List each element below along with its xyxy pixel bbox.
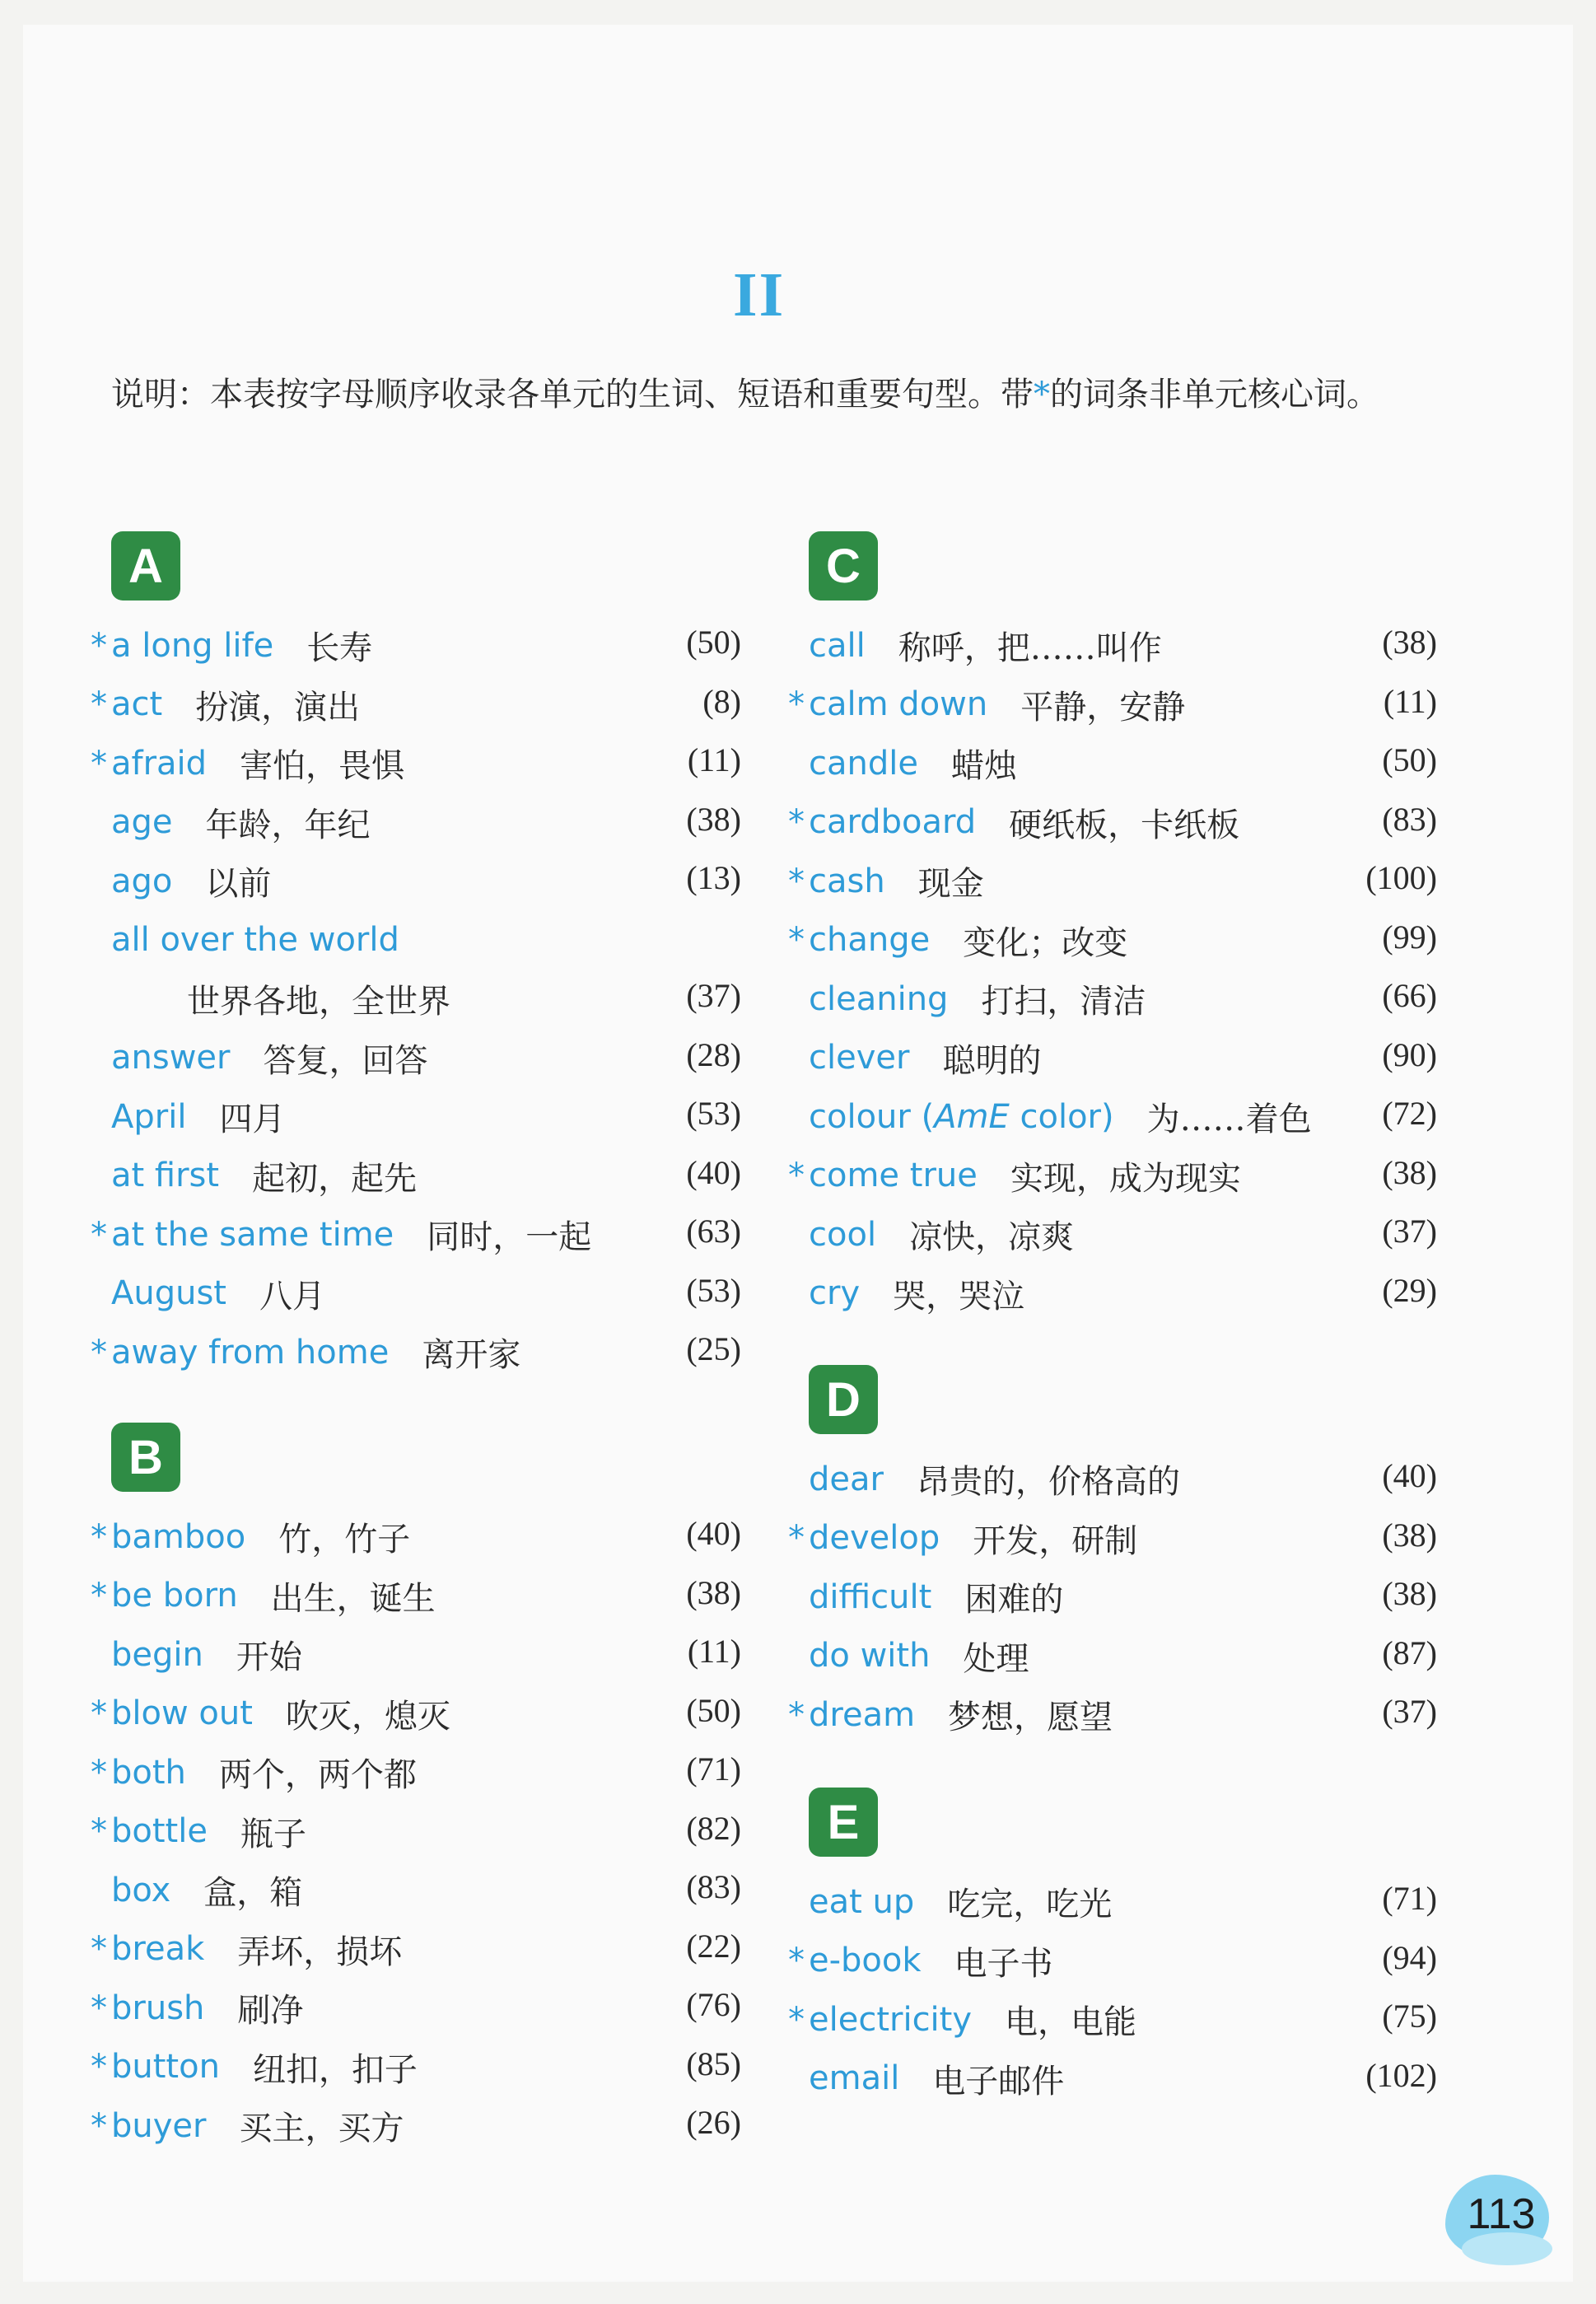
entry-english bbox=[809, 1274, 860, 1312]
core-word-mark: * bbox=[786, 1157, 807, 1194]
entry-english-text: e-book bbox=[809, 1942, 922, 1979]
entry-english-text: calm down bbox=[809, 685, 988, 723]
entry-english bbox=[809, 2059, 899, 2097]
entry-english-text: come true bbox=[809, 1157, 978, 1194]
glossary-entry bbox=[809, 616, 1162, 675]
glossary-entry bbox=[809, 1932, 1053, 1990]
entry-chinese: 离开家 bbox=[422, 1336, 521, 1374]
entry-page-ref: (90) bbox=[1382, 1035, 1437, 1073]
entry-chinese: 盒，箱 bbox=[203, 1874, 303, 1912]
section-letter-d: D bbox=[809, 1365, 878, 1434]
core-word-mark: * bbox=[89, 2048, 110, 2086]
entry-page-ref: (75) bbox=[1382, 1998, 1437, 2035]
entry-english bbox=[809, 1216, 876, 1254]
entry-page-ref: (71) bbox=[1382, 1880, 1437, 1917]
entry-english-text: act bbox=[111, 685, 163, 723]
core-word-mark: * bbox=[89, 2106, 110, 2145]
core-word-mark: * bbox=[786, 862, 807, 900]
entry-english-italic: AmE bbox=[934, 1097, 1010, 1136]
entry-english bbox=[111, 1930, 204, 1968]
entry-chinese: 同时，一起 bbox=[427, 1218, 592, 1256]
entry-english-text: email bbox=[809, 2059, 900, 2097]
entry-page-ref: (8) bbox=[702, 682, 741, 720]
entry-chinese: 电子邮件 bbox=[932, 2062, 1065, 2101]
glossary-entry bbox=[809, 1450, 1180, 1508]
entry-english bbox=[111, 627, 273, 665]
entry-english-text: bamboo bbox=[111, 1517, 246, 1556]
glossary-entry bbox=[809, 911, 1127, 970]
glossary-entry bbox=[809, 1029, 1041, 1087]
entry-english bbox=[809, 1883, 914, 1921]
entry-english-text: afraid bbox=[111, 744, 208, 783]
entry-english bbox=[111, 745, 207, 783]
glossary-entry bbox=[111, 616, 372, 675]
glossary-entry bbox=[111, 1323, 520, 1381]
section-letter-c: C bbox=[809, 531, 878, 601]
glossary-entry bbox=[809, 1627, 1029, 1685]
entry-page-ref: (37) bbox=[1382, 1213, 1437, 1250]
entry-chinese: 变化；改变 bbox=[963, 923, 1128, 962]
entry-english bbox=[809, 2001, 972, 2039]
note-text-2: 的词条非单元核心词。 bbox=[1050, 376, 1379, 414]
glossary-entry bbox=[111, 1920, 402, 1979]
glossary-entry bbox=[111, 1743, 417, 1802]
entry-page-ref: (102) bbox=[1365, 2056, 1437, 2094]
entry-english-text: do with bbox=[809, 1637, 931, 1675]
core-word-mark: * bbox=[89, 744, 110, 783]
entry-english-text: cardboard bbox=[809, 803, 977, 841]
entry-english-text: break bbox=[111, 1930, 205, 1968]
glossary-entry bbox=[809, 2049, 1064, 2108]
glossary-entry bbox=[111, 1147, 417, 1205]
glossary-entry bbox=[809, 1568, 1063, 1626]
entry-page-ref: (40) bbox=[686, 1153, 741, 1191]
entry-english bbox=[111, 1098, 186, 1136]
glossary-entry bbox=[111, 1507, 410, 1566]
glossary-entry bbox=[809, 675, 1185, 734]
entry-chinese: 以前 bbox=[205, 865, 272, 903]
glossary-entry bbox=[111, 1685, 450, 1743]
entry-english-text: at first bbox=[111, 1157, 220, 1194]
entry-page-ref: (76) bbox=[686, 1986, 741, 2023]
entry-english-text: clever bbox=[809, 1039, 910, 1077]
entry-english-text: August bbox=[111, 1274, 226, 1312]
entry-chinese: 为……着色 bbox=[1146, 1101, 1312, 1138]
entry-english bbox=[111, 1274, 226, 1312]
entry-english-text: change bbox=[809, 921, 931, 959]
entry-english bbox=[809, 1942, 922, 1979]
entry-chinese: 刷净 bbox=[237, 1992, 304, 2030]
entry-english-text: ago bbox=[111, 862, 173, 900]
section-letter-b: B bbox=[111, 1423, 180, 1492]
glossary-entry bbox=[111, 1802, 306, 1861]
entry-english bbox=[809, 1578, 931, 1616]
entry-english-text: brush bbox=[111, 1989, 205, 2027]
core-word-mark: * bbox=[89, 1930, 110, 1968]
entry-english-text: both bbox=[111, 1753, 186, 1792]
entry-page-ref: (100) bbox=[1365, 859, 1437, 896]
entry-english bbox=[111, 1694, 253, 1732]
entry-english bbox=[111, 2107, 206, 2145]
entry-page-ref: (38) bbox=[686, 800, 741, 838]
entry-english-text: away from home bbox=[111, 1333, 390, 1372]
entry-english-text: buyer bbox=[111, 2106, 207, 2145]
entry-english bbox=[111, 1872, 170, 1909]
entry-english bbox=[111, 1216, 394, 1254]
entry-chinese: 出生，诞生 bbox=[270, 1579, 436, 1618]
glossary-entry bbox=[111, 734, 404, 792]
glossary-entry bbox=[809, 1205, 1074, 1264]
entry-english bbox=[111, 1754, 186, 1792]
entry-page-ref: (66) bbox=[1382, 977, 1437, 1014]
core-word-mark: * bbox=[89, 685, 110, 723]
glossary-entry bbox=[809, 1685, 1113, 1744]
entry-english-text: cleaning bbox=[809, 979, 949, 1018]
entry-english-text: be born bbox=[111, 1577, 238, 1615]
core-word-mark: * bbox=[89, 1577, 110, 1615]
entry-english bbox=[111, 1039, 230, 1077]
entry-english bbox=[111, 1157, 219, 1194]
entry-english bbox=[809, 803, 976, 841]
entry-english-text: at the same time bbox=[111, 1215, 394, 1254]
entry-page-ref: (29) bbox=[1382, 1271, 1437, 1309]
core-word-mark: * bbox=[89, 1694, 110, 1732]
entry-chinese: 世界各地，全世界 bbox=[187, 983, 450, 1021]
glossary-entry bbox=[111, 793, 371, 852]
glossary-entry bbox=[809, 1264, 1024, 1323]
entry-page-ref: (22) bbox=[686, 1927, 741, 1965]
entry-english bbox=[809, 627, 866, 665]
entry-chinese: 梦想，愿望 bbox=[948, 1699, 1113, 1736]
entry-english-text: electricity bbox=[809, 2000, 973, 2039]
entry-chinese: 称呼，把……叫作 bbox=[898, 629, 1162, 667]
entry-english bbox=[809, 1637, 930, 1675]
entry-english-text: dream bbox=[809, 1695, 916, 1734]
entry-page-ref: (38) bbox=[1382, 1153, 1437, 1191]
entry-english bbox=[111, 1518, 245, 1556]
entry-chinese: 吹灭，熄灭 bbox=[285, 1697, 450, 1736]
entry-chinese: 答复，回答 bbox=[263, 1041, 428, 1080]
entry-chinese: 害怕，畏惧 bbox=[240, 747, 405, 785]
entry-chinese: 凉快，凉爽 bbox=[909, 1218, 1075, 1256]
entry-page-ref: (63) bbox=[686, 1213, 741, 1250]
entry-page-ref: (71) bbox=[686, 1750, 741, 1788]
core-word-mark: * bbox=[89, 1333, 110, 1372]
entry-english bbox=[111, 1636, 203, 1674]
entry-english bbox=[809, 1519, 940, 1557]
entry-page-ref: (72) bbox=[1382, 1095, 1437, 1132]
entry-english-text: bottle bbox=[111, 1812, 208, 1850]
entry-english bbox=[809, 1460, 884, 1498]
entry-chinese: 打扫，清洁 bbox=[981, 983, 1146, 1021]
entry-page-ref: (94) bbox=[1382, 1938, 1437, 1976]
entry-english-text: eat up bbox=[809, 1882, 915, 1921]
entry-page-ref: (82) bbox=[686, 1809, 741, 1847]
entry-page-ref: (50) bbox=[1382, 741, 1437, 778]
entry-page-ref: (53) bbox=[686, 1271, 741, 1309]
entry-english bbox=[809, 685, 987, 723]
entry-english bbox=[809, 921, 930, 959]
entry-page-ref: (11) bbox=[1383, 682, 1437, 720]
entry-chinese: 处理 bbox=[963, 1639, 1029, 1678]
entry-chinese: 困难的 bbox=[964, 1581, 1064, 1619]
core-word-mark: * bbox=[786, 803, 807, 841]
core-word-mark: * bbox=[89, 1753, 110, 1792]
core-word-mark: * bbox=[89, 1989, 110, 2027]
glossary-entry bbox=[809, 1147, 1241, 1205]
entry-chinese: 哭，哭泣 bbox=[893, 1277, 1025, 1316]
note-paragraph bbox=[111, 367, 1445, 423]
entry-english-text: age bbox=[111, 803, 173, 841]
entry-english-text: candle bbox=[809, 744, 918, 783]
entry-page-ref: (50) bbox=[686, 1691, 741, 1729]
entry-english-after: color) bbox=[1009, 1097, 1114, 1136]
glossary-entry bbox=[809, 1087, 1312, 1146]
glossary-entry bbox=[111, 2038, 418, 2096]
glossary-entry bbox=[111, 1625, 302, 1684]
entry-page-ref: (25) bbox=[686, 1330, 741, 1367]
entry-english-text: blow out bbox=[111, 1694, 253, 1732]
entry-chinese: 四月 bbox=[219, 1101, 286, 1138]
entry-chinese: 聪明的 bbox=[942, 1041, 1042, 1080]
entry-chinese: 纽扣，扣子 bbox=[252, 2050, 418, 2089]
entry-english-text: difficult bbox=[809, 1577, 932, 1616]
entry-english bbox=[809, 980, 948, 1018]
page-number: 113 bbox=[1467, 2190, 1536, 2238]
entry-english-text: a long life bbox=[111, 626, 274, 665]
page-number-badge bbox=[1445, 2175, 1552, 2265]
core-word-mark: * bbox=[786, 1942, 807, 1979]
section-heading: II bbox=[733, 260, 786, 329]
glossary-entry bbox=[111, 675, 360, 734]
entry-chinese: 两个，两个都 bbox=[218, 1756, 417, 1794]
entry-chinese: 年龄，年纪 bbox=[205, 806, 371, 844]
entry-english bbox=[809, 862, 885, 900]
entry-english-text: cool bbox=[809, 1215, 877, 1254]
entry-chinese: 现金 bbox=[917, 865, 984, 903]
entry-chinese: 瓶子 bbox=[240, 1815, 306, 1853]
entry-page-ref: (38) bbox=[686, 1573, 741, 1611]
glossary-entry bbox=[111, 1029, 427, 1087]
entry-page-ref: (28) bbox=[686, 1035, 741, 1073]
core-word-mark: * bbox=[89, 1517, 110, 1556]
entry-page-ref: (40) bbox=[1382, 1457, 1437, 1494]
entry-chinese: 吃完，吃光 bbox=[947, 1886, 1113, 1923]
entry-chinese: 电，电能 bbox=[1005, 2003, 1137, 2041]
entry-page-ref: (99) bbox=[1382, 918, 1437, 956]
glossary-entry bbox=[111, 1979, 303, 2037]
entry-page-ref: (37) bbox=[1382, 1693, 1437, 1730]
entry-english bbox=[111, 1989, 204, 2027]
entry-page-ref: (38) bbox=[1382, 624, 1437, 661]
entry-english bbox=[809, 1098, 1114, 1136]
entry-english bbox=[111, 862, 172, 900]
entry-page-ref: (53) bbox=[686, 1095, 741, 1132]
entry-english bbox=[111, 1577, 238, 1615]
entry-english bbox=[111, 1334, 389, 1372]
core-word-mark: * bbox=[786, 2000, 807, 2039]
entry-english-text: all over the world bbox=[111, 921, 399, 959]
glossary-entry bbox=[809, 793, 1239, 852]
entry-chinese: 长寿 bbox=[306, 629, 373, 667]
entry-english-text: develop bbox=[809, 1519, 940, 1557]
entry-english-text: box bbox=[111, 1871, 171, 1909]
entry-english-text: April bbox=[111, 1097, 187, 1136]
entry-chinese: 平静，安静 bbox=[1020, 688, 1186, 727]
glossary-entry bbox=[111, 1264, 325, 1323]
entry-chinese: 买主，买方 bbox=[239, 2110, 404, 2147]
glossary-entry bbox=[111, 1861, 302, 1919]
glossary-entry bbox=[809, 1990, 1136, 2049]
entry-page-ref: (83) bbox=[1382, 800, 1437, 838]
entry-english-text: begin bbox=[111, 1635, 203, 1674]
section-letter-a: A bbox=[111, 531, 180, 601]
entry-chinese: 昂贵的，价格高的 bbox=[916, 1463, 1180, 1501]
glossary-entry bbox=[111, 1205, 591, 1264]
core-word-mark: * bbox=[786, 685, 807, 723]
entry-english bbox=[111, 2048, 220, 2086]
entry-english-text: colour ( bbox=[809, 1097, 935, 1136]
entry-page-ref: (87) bbox=[1382, 1633, 1437, 1671]
entry-english bbox=[111, 685, 162, 723]
entry-english bbox=[809, 1039, 909, 1077]
entry-page-ref: (26) bbox=[686, 2104, 741, 2141]
core-word-mark: * bbox=[89, 626, 110, 665]
entry-english-text: button bbox=[111, 2048, 220, 2086]
entry-page-ref: (38) bbox=[1382, 1575, 1437, 1612]
entry-page-ref: (11) bbox=[687, 1633, 741, 1670]
entry-page-ref: (40) bbox=[686, 1515, 741, 1552]
core-word-mark: * bbox=[786, 921, 807, 959]
entry-page-ref: (37) bbox=[686, 977, 741, 1014]
entry-chinese: 八月 bbox=[259, 1277, 325, 1316]
entry-english-text: cry bbox=[809, 1274, 861, 1312]
entry-chinese: 实现，成为现实 bbox=[1010, 1159, 1241, 1198]
entry-page-ref: (50) bbox=[686, 624, 741, 661]
entry-chinese: 开发，研制 bbox=[973, 1521, 1138, 1560]
entry-page-ref: (85) bbox=[686, 2045, 741, 2082]
entry-english-text: dear bbox=[809, 1460, 884, 1498]
glossary-entry bbox=[111, 1087, 285, 1146]
entry-english-text: cash bbox=[809, 862, 885, 900]
glossary-entry bbox=[809, 852, 984, 910]
entry-page-ref: (11) bbox=[687, 741, 741, 778]
glossary-entry bbox=[809, 734, 1017, 792]
note-star: * bbox=[1034, 376, 1050, 414]
entry-english bbox=[809, 1157, 978, 1194]
core-word-mark: * bbox=[89, 1812, 110, 1850]
note-text-1: 说明：本表按字母顺序收录各单元的生词、短语和重要句型。带 bbox=[111, 376, 1034, 414]
entry-chinese: 起初，起先 bbox=[252, 1159, 418, 1198]
entry-page-ref: (38) bbox=[1382, 1516, 1437, 1554]
entry-english bbox=[111, 803, 173, 841]
entry-chinese: 硬纸板，卡纸板 bbox=[1009, 806, 1240, 844]
glossary-entry bbox=[111, 1567, 436, 1625]
entry-page-ref: (13) bbox=[686, 859, 741, 896]
glossary-entry bbox=[111, 911, 399, 970]
entry-english-text: answer bbox=[111, 1039, 231, 1077]
entry-chinese: 竹，竹子 bbox=[278, 1521, 411, 1559]
entry-english bbox=[809, 745, 918, 783]
entry-chinese: 扮演，演出 bbox=[195, 688, 361, 727]
glossary-entry bbox=[809, 970, 1146, 1028]
entry-english bbox=[111, 921, 399, 959]
glossary-entry bbox=[809, 1872, 1112, 1931]
entry-chinese: 开始 bbox=[236, 1638, 302, 1676]
entry-page-ref: (83) bbox=[686, 1868, 741, 1905]
glossary-entry bbox=[809, 1509, 1137, 1568]
entry-chinese: 弄坏，损坏 bbox=[237, 1932, 403, 1971]
section-letter-e: E bbox=[809, 1788, 878, 1857]
glossary-entry bbox=[111, 2096, 404, 2155]
core-word-mark: * bbox=[89, 1215, 110, 1254]
entry-chinese: 电子书 bbox=[954, 1944, 1053, 1983]
entry-english bbox=[809, 1696, 915, 1734]
entry-english-text: call bbox=[809, 626, 866, 665]
core-word-mark: * bbox=[786, 1519, 807, 1557]
glossary-entry bbox=[111, 852, 271, 910]
entry-chinese: 蜡烛 bbox=[950, 747, 1017, 785]
entry-english bbox=[111, 1812, 208, 1850]
glossary-entry bbox=[111, 970, 450, 1028]
core-word-mark: * bbox=[786, 1695, 807, 1734]
